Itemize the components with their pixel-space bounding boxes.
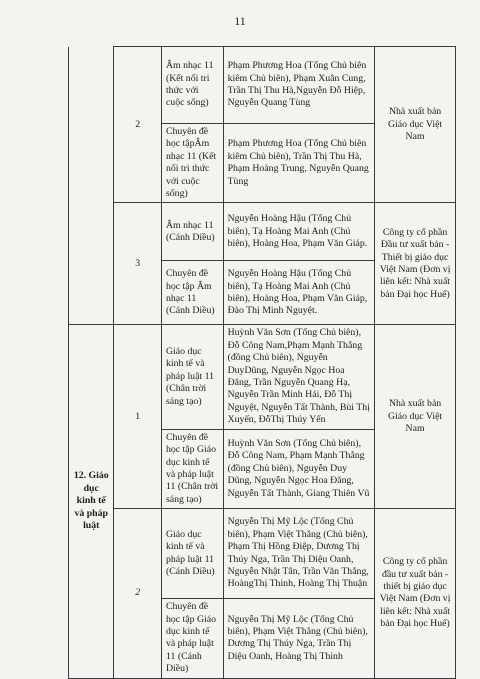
row-number: 3 — [114, 203, 161, 325]
book-authors: Nguyễn Hoàng Hậu (Tổng Chủ biên), Tạ Hoàng Mai Anh (Chủ biên), Hoàng Hoa, Phạm Văn Giáp. — [223, 203, 375, 261]
row-number: 2 — [114, 47, 161, 203]
publisher: Nhà xuất bản Giáo dục Việt Nam — [375, 325, 456, 509]
book-title: Giáo dục kinh tế và pháp luật 11 (Chân trời sáng tạo) — [161, 325, 223, 429]
table-row — [69, 509, 456, 599]
textbook-table — [68, 46, 456, 679]
book-title: Chuyên đề học tậpÂm nhạc 11 (Kết nối tri thức với cuộc sống) — [161, 124, 223, 203]
page-number: 11 — [234, 14, 246, 28]
book-authors: Huỳnh Văn Sơn (Tổng Chủ biên), Đỗ Công Nam,Phạm Mạnh Thắng (đồng Chủ biên), Nguyễn DuyDũng, Nguyễn Ngọc Hoa Đăng, Trần Nguyễn Quang Hạ, Nguyễn Trần Minh Hải, Đỗ Thị Nguyệt, Nguyễn Tất Thành, Bùi Thị Xuyến, ĐỗThị Thúy Yến — [223, 325, 375, 429]
book-title: Âm nhạc 11 (Kết nối tri thức với cuộc sống) — [161, 47, 223, 124]
book-authors: Huỳnh Văn Sơn (Tổng Chủ biên), Đỗ Công Nam, Phạm Mạnh Thắng (đồng Chủ biên), Nguyễn Duy Dũng, Nguyễn Ngọc Hoa Đăng, Nguyễn Tất Thành, Giang Thiên Vũ — [223, 429, 375, 508]
table-row — [69, 47, 456, 124]
table-row — [69, 203, 456, 261]
book-title: Âm nhạc 11 (Cánh Diều) — [161, 203, 223, 261]
book-authors: Nguyễn Thị Mỹ Lộc (Tổng Chủ biên), Phạm Việt Thắng (Chủ biên), Dương Thị Thúy Nga, Trần Thị Diệu Oanh, Hoàng Thị Thinh — [223, 599, 375, 678]
row-number: 1 — [114, 325, 161, 509]
publisher: Công ty cổ phần Đầu tư xuất bản -Thiết bị giáo dục Việt Nam (Đơn vị liên kết: Nhà xuất bản Đại học Huế) — [375, 203, 456, 325]
book-authors: Nguyễn Hoàng Hậu (Tổng Chủ biên), Tạ Hoàng Mai Anh (Chủ biên), Hoàng Hoa, Phạm Văn Giáp, Đào Thị Minh Nguyệt. — [223, 261, 375, 325]
book-authors: Nguyễn Thị Mỹ Lộc (Tổng Chủ biên), Phạm Việt Thắng (Chủ biên), Phạm Thị Hồng Điệp, Dương Thị Thúy Nga, Trần Thị Diệu Oanh, Nguyễn Nhật Tân, Trần Văn Thắng, HoàngThị Thinh, Hoàng Thị Thuận — [223, 509, 375, 599]
subject-title: 12. Giáo dục kinh tế và pháp luật — [69, 325, 114, 678]
publisher: Công ty cổ phần đầu tư xuất bản - thiết bị giáo dục Việt Nam (Đơn vị liên kết: Nhà xuất bản Đại học Huế) — [375, 509, 456, 678]
book-authors: Phạm Phương Hoa (Tổng Chủ biên kiêm Chủ biên), Trần Thị Thu Hà, Phạm Hoàng Trung, Nguyễn Quang Tùng — [223, 124, 375, 203]
book-title: Giáo dục kinh tế và pháp luật 11 (Cánh Diều) — [161, 509, 223, 599]
publisher: Nhà xuất bản Giáo dục Việt Nam — [375, 47, 456, 203]
table-row — [69, 325, 456, 429]
book-title: Chuyên đề học tập Âm nhạc 11 (Cánh Diều) — [161, 261, 223, 325]
book-title: Chuyên đề học tập Giáo dục kinh tế và pháp luật 11 (Cánh Diều) — [161, 599, 223, 678]
book-title: Chuyên đề học tập Giáo dục kinh tế và pháp luật 11 (Chân trời sáng tạo) — [161, 429, 223, 508]
book-authors: Phạm Phương Hoa (Tổng Chủ biên kiêm Chủ biên), Phạm Xuân Cung, Trần Thị Thu Hà,Nguyễn Đỗ Hiệp, Nguyễn Quang Tùng — [223, 47, 375, 124]
subject-cell — [69, 47, 114, 325]
row-number: 2 — [114, 509, 161, 678]
